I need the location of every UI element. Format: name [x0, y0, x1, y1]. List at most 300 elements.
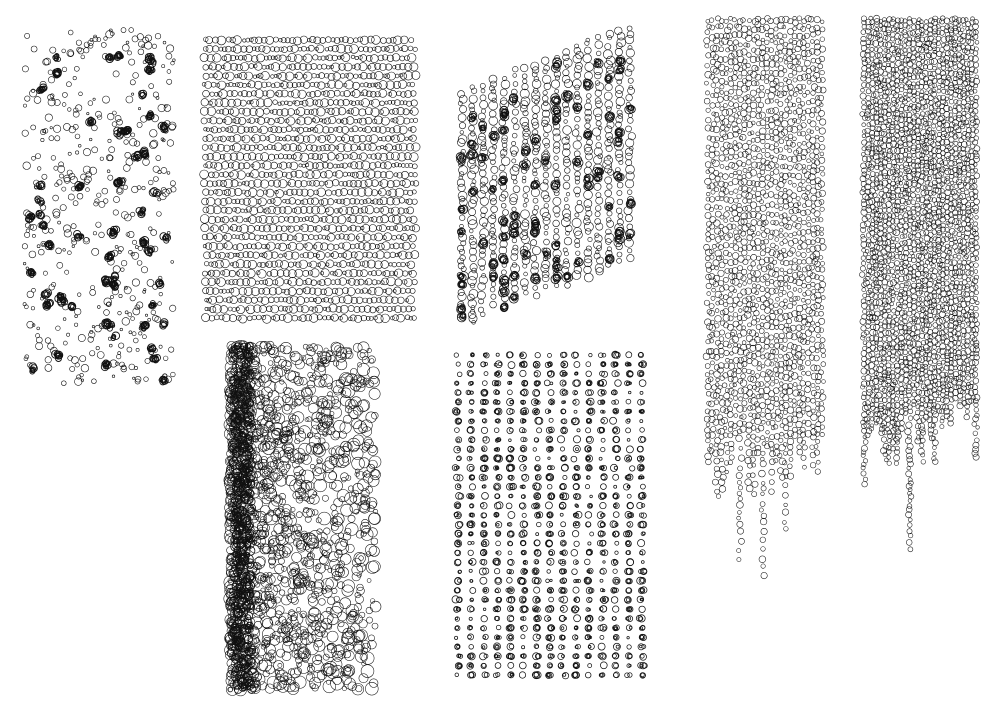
circle-mark: [584, 167, 591, 174]
circle-mark: [278, 117, 284, 123]
circle-mark: [469, 248, 476, 255]
circle-mark: [272, 216, 279, 223]
circle-mark: [208, 278, 216, 286]
circle-mark: [626, 160, 632, 166]
panel-dense-left-edge: [224, 340, 381, 696]
circle-mark: [129, 139, 136, 146]
circle-mark: [315, 47, 318, 50]
circle-mark: [380, 101, 385, 106]
circle-mark: [259, 46, 265, 52]
circle-mark: [68, 251, 72, 255]
circle-mark: [112, 111, 116, 115]
circle-mark: [480, 83, 485, 88]
circle-mark: [334, 90, 340, 96]
circle-mark: [286, 306, 293, 313]
circle-mark: [215, 64, 221, 70]
circle-mark: [319, 556, 327, 564]
circle-mark: [138, 49, 144, 55]
circle-mark: [400, 36, 408, 44]
circle-mark: [239, 315, 247, 323]
circle-mark: [285, 72, 294, 81]
circle-mark: [501, 80, 510, 89]
circle-mark: [595, 34, 600, 39]
circle-mark: [345, 528, 351, 534]
circle-mark: [70, 366, 75, 371]
circle-mark: [628, 249, 632, 253]
circle-mark: [230, 170, 239, 179]
circle-mark: [156, 156, 161, 161]
circle-mark: [322, 461, 334, 473]
circle-mark: [337, 144, 345, 152]
circle-mark: [358, 74, 362, 78]
circle-mark: [278, 558, 284, 564]
circle-mark: [511, 141, 515, 145]
circle-mark: [220, 198, 227, 205]
circle-mark: [524, 290, 529, 295]
circle-mark: [248, 216, 256, 224]
circle-mark: [53, 195, 59, 201]
circle-mark: [279, 180, 287, 188]
circle-mark: [358, 127, 362, 131]
circle-mark: [296, 608, 300, 612]
circle-mark: [232, 143, 241, 152]
circle-mark: [162, 189, 169, 196]
circle-mark: [361, 528, 373, 540]
circle-mark: [48, 343, 54, 349]
circle-mark: [358, 279, 364, 285]
circle-mark: [597, 257, 604, 264]
circle-mark: [74, 308, 81, 315]
circle-mark: [392, 135, 400, 143]
circle-mark: [326, 577, 338, 589]
circle-mark: [563, 111, 569, 117]
circle-mark: [384, 252, 390, 258]
circle-mark: [230, 296, 238, 304]
circle-mark: [563, 182, 570, 189]
circle-mark: [348, 515, 355, 522]
circle-mark: [303, 400, 309, 406]
circle-mark: [132, 332, 136, 336]
circle-mark: [296, 662, 301, 667]
circle-mark: [22, 244, 27, 249]
circle-mark: [292, 552, 302, 562]
circle-mark: [302, 199, 308, 205]
circle-mark: [627, 190, 632, 195]
circle-mark: [554, 228, 559, 233]
circle-mark: [71, 224, 76, 229]
circle-mark: [327, 66, 330, 69]
circle-mark: [565, 282, 571, 288]
circle-mark: [37, 167, 41, 171]
circle-mark: [292, 315, 298, 321]
circle-mark: [459, 95, 467, 103]
circle-mark: [203, 65, 209, 71]
circle-mark: [382, 242, 390, 250]
circle-mark: [279, 216, 285, 222]
circle-mark: [369, 225, 376, 232]
circle-mark: [240, 62, 248, 70]
circle-mark: [332, 588, 337, 593]
circle-mark: [366, 412, 377, 423]
circle-mark: [398, 80, 406, 88]
circle-mark: [233, 45, 241, 53]
circle-mark: [271, 75, 275, 79]
circle-mark: [605, 83, 612, 90]
circle-mark: [130, 296, 135, 301]
circle-mark: [343, 251, 352, 260]
circle-mark: [317, 206, 325, 214]
circle-mark: [298, 127, 304, 133]
circle-mark: [228, 688, 232, 692]
circle-mark: [282, 504, 291, 513]
circle-mark: [513, 66, 519, 72]
circle-mark: [369, 679, 378, 688]
circle-mark: [308, 623, 320, 635]
circle-mark: [407, 261, 415, 269]
circle-mark: [248, 153, 256, 161]
circle-mark: [340, 554, 351, 565]
circle-mark: [369, 456, 381, 468]
circle-mark: [460, 106, 467, 113]
circle-mark: [627, 118, 633, 124]
circle-mark: [43, 271, 47, 275]
circle-mark: [211, 225, 219, 233]
circle-mark: [332, 179, 339, 186]
circle-mark: [318, 408, 324, 414]
circle-mark: [307, 417, 312, 422]
circle-mark: [69, 126, 76, 133]
circle-mark: [412, 164, 417, 169]
circle-mark: [584, 273, 593, 282]
circle-mark: [361, 640, 369, 648]
circle-mark: [544, 166, 549, 171]
circle-mark: [411, 100, 417, 106]
circle-mark: [626, 95, 633, 102]
circle-mark: [93, 232, 96, 235]
circle-mark: [380, 281, 384, 285]
circle-mark: [575, 125, 579, 129]
circle-mark: [90, 351, 95, 356]
circle-mark: [379, 126, 386, 133]
circle-mark: [348, 438, 361, 451]
circle-mark: [333, 172, 337, 176]
circle-mark: [312, 118, 315, 121]
circle-mark: [408, 46, 413, 51]
circle-mark: [338, 107, 346, 115]
circle-mark: [63, 123, 70, 130]
circle-mark: [319, 218, 322, 221]
circle-mark: [268, 361, 273, 366]
circle-mark: [245, 297, 252, 304]
circle-mark: [365, 144, 372, 151]
circle-mark: [310, 36, 316, 42]
circle-mark: [470, 165, 479, 174]
circle-mark: [355, 595, 363, 603]
circle-mark: [153, 166, 159, 172]
circle-mark: [617, 258, 622, 263]
circle-mark: [573, 141, 581, 149]
circle-mark: [202, 145, 208, 151]
circle-mark: [251, 170, 259, 178]
circle-mark: [584, 47, 591, 54]
circle-mark: [381, 314, 390, 323]
circle-mark: [203, 288, 209, 294]
circle-mark: [304, 54, 313, 63]
circle-mark: [564, 252, 568, 256]
circle-mark: [96, 222, 101, 227]
circle-mark: [269, 224, 277, 232]
circle-mark: [583, 54, 592, 63]
circle-mark: [406, 296, 414, 304]
circle-mark: [264, 514, 273, 523]
circle-mark: [478, 307, 483, 312]
circle-mark: [306, 385, 316, 395]
circle-mark: [477, 136, 486, 145]
circle-mark: [122, 44, 129, 51]
circle-mark: [96, 346, 99, 349]
circle-mark: [331, 38, 335, 42]
circle-mark: [49, 136, 54, 141]
circle-mark: [412, 279, 417, 284]
circle-mark: [616, 91, 623, 98]
circle-mark: [288, 91, 294, 97]
circle-mark: [551, 80, 559, 88]
circle-mark: [491, 224, 495, 228]
circle-mark: [410, 153, 419, 162]
circle-mark: [256, 281, 260, 285]
circle-mark: [384, 162, 391, 169]
circle-mark: [75, 315, 78, 318]
circle-mark: [541, 191, 549, 199]
circle-mark: [360, 181, 367, 188]
circle-mark: [490, 228, 496, 234]
circle-mark: [541, 57, 549, 65]
circle-mark: [314, 190, 319, 195]
circle-mark: [479, 170, 486, 177]
circle-mark: [384, 270, 390, 276]
circle-mark: [225, 198, 231, 204]
circle-mark: [37, 245, 40, 248]
circle-mark: [355, 252, 363, 260]
circle-mark: [273, 37, 278, 42]
circle-mark: [96, 111, 102, 117]
circle-mark: [596, 121, 601, 126]
circle-mark: [224, 117, 232, 125]
circle-mark: [595, 72, 602, 79]
circle-mark: [277, 680, 289, 692]
circle-mark: [368, 640, 377, 649]
circle-mark: [397, 235, 401, 239]
circle-mark: [520, 64, 528, 72]
circle-mark: [392, 262, 397, 267]
circle-mark: [376, 251, 384, 259]
circle-mark: [126, 41, 129, 44]
circle-mark: [396, 116, 404, 124]
circle-mark: [325, 456, 337, 468]
circle-mark: [347, 73, 354, 80]
circle-mark: [257, 207, 263, 213]
circle-mark: [149, 180, 154, 185]
circle-mark: [133, 377, 135, 379]
circle-mark: [118, 311, 122, 315]
circle-mark: [469, 95, 477, 103]
circle-mark: [68, 194, 74, 200]
circle-mark: [221, 259, 230, 268]
circle-mark: [477, 291, 485, 299]
circle-mark: [555, 76, 559, 80]
circle-mark: [564, 120, 568, 124]
circle-mark: [360, 654, 367, 661]
circle-mark: [554, 156, 558, 160]
circle-mark: [533, 114, 538, 119]
circle-mark: [606, 106, 611, 111]
circle-mark: [572, 218, 581, 227]
circle-mark: [326, 260, 334, 268]
circle-mark: [362, 216, 369, 223]
circle-mark: [329, 482, 336, 489]
circle-mark: [290, 162, 298, 170]
circle-mark: [513, 186, 520, 193]
circle-mark: [352, 65, 355, 68]
circle-mark: [268, 297, 274, 303]
circle-mark: [304, 298, 309, 303]
circle-mark: [377, 225, 382, 230]
circle-mark: [235, 207, 241, 213]
circle-mark: [325, 170, 333, 178]
circle-mark: [273, 315, 280, 322]
panel-horizontal-rows: [200, 36, 420, 324]
circle-mark: [203, 73, 209, 79]
circle-mark: [400, 56, 405, 61]
circle-mark: [360, 153, 368, 161]
circle-mark: [348, 109, 354, 115]
circle-mark: [575, 95, 580, 100]
circle-mark: [352, 457, 365, 470]
circle-mark: [501, 157, 510, 166]
circle-mark: [584, 190, 593, 199]
circle-mark: [24, 305, 28, 309]
circle-mark: [395, 269, 403, 277]
circle-mark: [388, 72, 396, 80]
circle-mark: [291, 597, 298, 604]
circle-mark: [72, 245, 75, 248]
circle-mark: [384, 233, 392, 241]
circle-mark: [150, 130, 158, 138]
circle-mark: [575, 204, 583, 212]
circle-mark: [232, 308, 236, 312]
circle-mark: [563, 70, 569, 76]
circle-mark: [625, 180, 633, 188]
circle-mark: [330, 65, 333, 68]
circle-mark: [491, 294, 496, 299]
circle-mark: [231, 125, 239, 133]
circle-mark: [115, 245, 118, 248]
circle-mark: [248, 188, 257, 197]
circle-mark: [264, 118, 269, 123]
circle-mark: [31, 307, 34, 310]
circle-mark: [158, 302, 162, 306]
circle-mark: [213, 74, 217, 78]
circle-mark: [480, 177, 488, 185]
circle-mark: [503, 210, 509, 216]
circle-mark: [370, 91, 376, 97]
circle-mark: [97, 193, 101, 197]
circle-mark: [102, 96, 109, 103]
circle-mark: [170, 305, 176, 311]
circle-mark: [392, 235, 397, 240]
circle-mark: [34, 97, 41, 104]
circle-mark: [157, 212, 162, 217]
circle-mark: [144, 377, 149, 382]
circle-mark: [331, 342, 341, 352]
circle-mark: [346, 117, 354, 125]
circle-mark: [404, 153, 411, 160]
circle-mark: [133, 73, 139, 79]
circle-mark: [564, 106, 570, 112]
circle-mark: [255, 644, 267, 656]
circle-mark: [625, 69, 632, 76]
circle-mark: [210, 227, 214, 231]
circle-mark: [301, 470, 314, 483]
circle-mark: [513, 74, 517, 78]
circle-mark: [393, 36, 402, 45]
circle-mark: [281, 90, 288, 97]
circle-mark: [80, 373, 84, 377]
circle-mark: [53, 212, 60, 219]
circle-mark: [366, 252, 372, 258]
circle-mark: [626, 165, 635, 174]
circle-mark: [155, 316, 161, 322]
circle-mark: [220, 136, 226, 142]
circle-mark: [37, 327, 40, 330]
circle-mark: [298, 90, 306, 98]
circle-mark: [167, 79, 172, 84]
circle-mark: [142, 335, 146, 339]
circle-mark: [342, 585, 353, 596]
circle-mark: [575, 116, 581, 122]
circle-mark: [595, 206, 601, 212]
circle-mark: [294, 472, 300, 478]
circle-mark: [201, 118, 207, 124]
circle-mark: [374, 287, 383, 296]
circle-mark: [381, 206, 389, 214]
circle-mark: [317, 65, 322, 70]
circle-mark: [60, 205, 66, 211]
circle-mark: [263, 46, 270, 53]
circle-mark: [534, 77, 539, 82]
circle-mark: [99, 201, 105, 207]
circle-mark: [206, 233, 213, 240]
circle-mark: [413, 173, 417, 177]
circle-mark: [145, 314, 147, 316]
circle-mark: [263, 315, 271, 323]
circle-mark: [363, 200, 367, 204]
circle-mark: [325, 37, 331, 43]
circle-mark: [260, 135, 266, 141]
panel-clustered-scatter: [22, 28, 176, 386]
circle-mark: [359, 556, 364, 561]
circle-mark: [62, 67, 67, 72]
circle-mark: [480, 197, 488, 205]
circle-mark: [327, 134, 336, 143]
circle-mark: [163, 41, 166, 44]
circle-mark: [533, 160, 542, 169]
circle-mark: [469, 208, 476, 215]
circle-mark: [298, 143, 306, 151]
circle-mark: [62, 49, 66, 53]
circle-mark: [212, 262, 218, 268]
circle-mark: [202, 234, 208, 240]
